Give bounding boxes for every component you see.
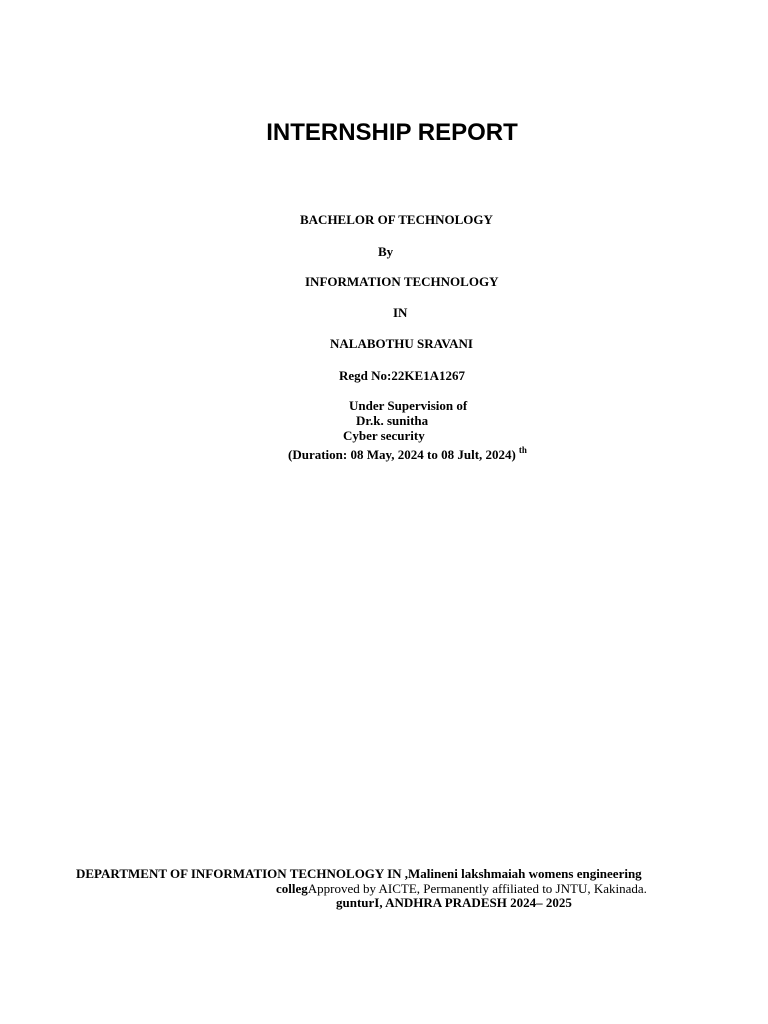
report-title: INTERNSHIP REPORT: [266, 119, 518, 146]
internship-domain: Cyber security: [343, 428, 425, 443]
in-line: IN: [393, 305, 408, 320]
duration-line: [288, 445, 527, 463]
branch-line: INFORMATION TECHNOLOGY: [305, 274, 499, 289]
footer-location-year: gunturI, ANDHRA PRADESH 2024– 2025: [336, 895, 572, 910]
footer-college-word: colleg: [276, 881, 308, 896]
registration-number: Regd No:22KE1A1267: [339, 368, 466, 383]
supervision-label: Under Supervision of: [349, 398, 468, 413]
degree-line: BACHELOR OF TECHNOLOGY: [300, 212, 493, 227]
footer-approval-text: Approved by AICTE, Permanently affiliated to JNTU, Kakinada.: [307, 881, 647, 896]
footer-department-line: DEPARTMENT OF INFORMATION TECHNOLOGY IN ,Malineni lakshmaiah womens engineering: [76, 866, 642, 881]
duration-superscript: th: [518, 445, 527, 455]
duration-text: (Duration: 08 May, 2024 to 08 Jult, 2024): [288, 447, 516, 462]
by-line: By: [378, 244, 394, 259]
student-name: NALABOTHU SRAVANI: [330, 336, 473, 351]
supervisor-name: Dr.k. sunitha: [356, 413, 429, 428]
